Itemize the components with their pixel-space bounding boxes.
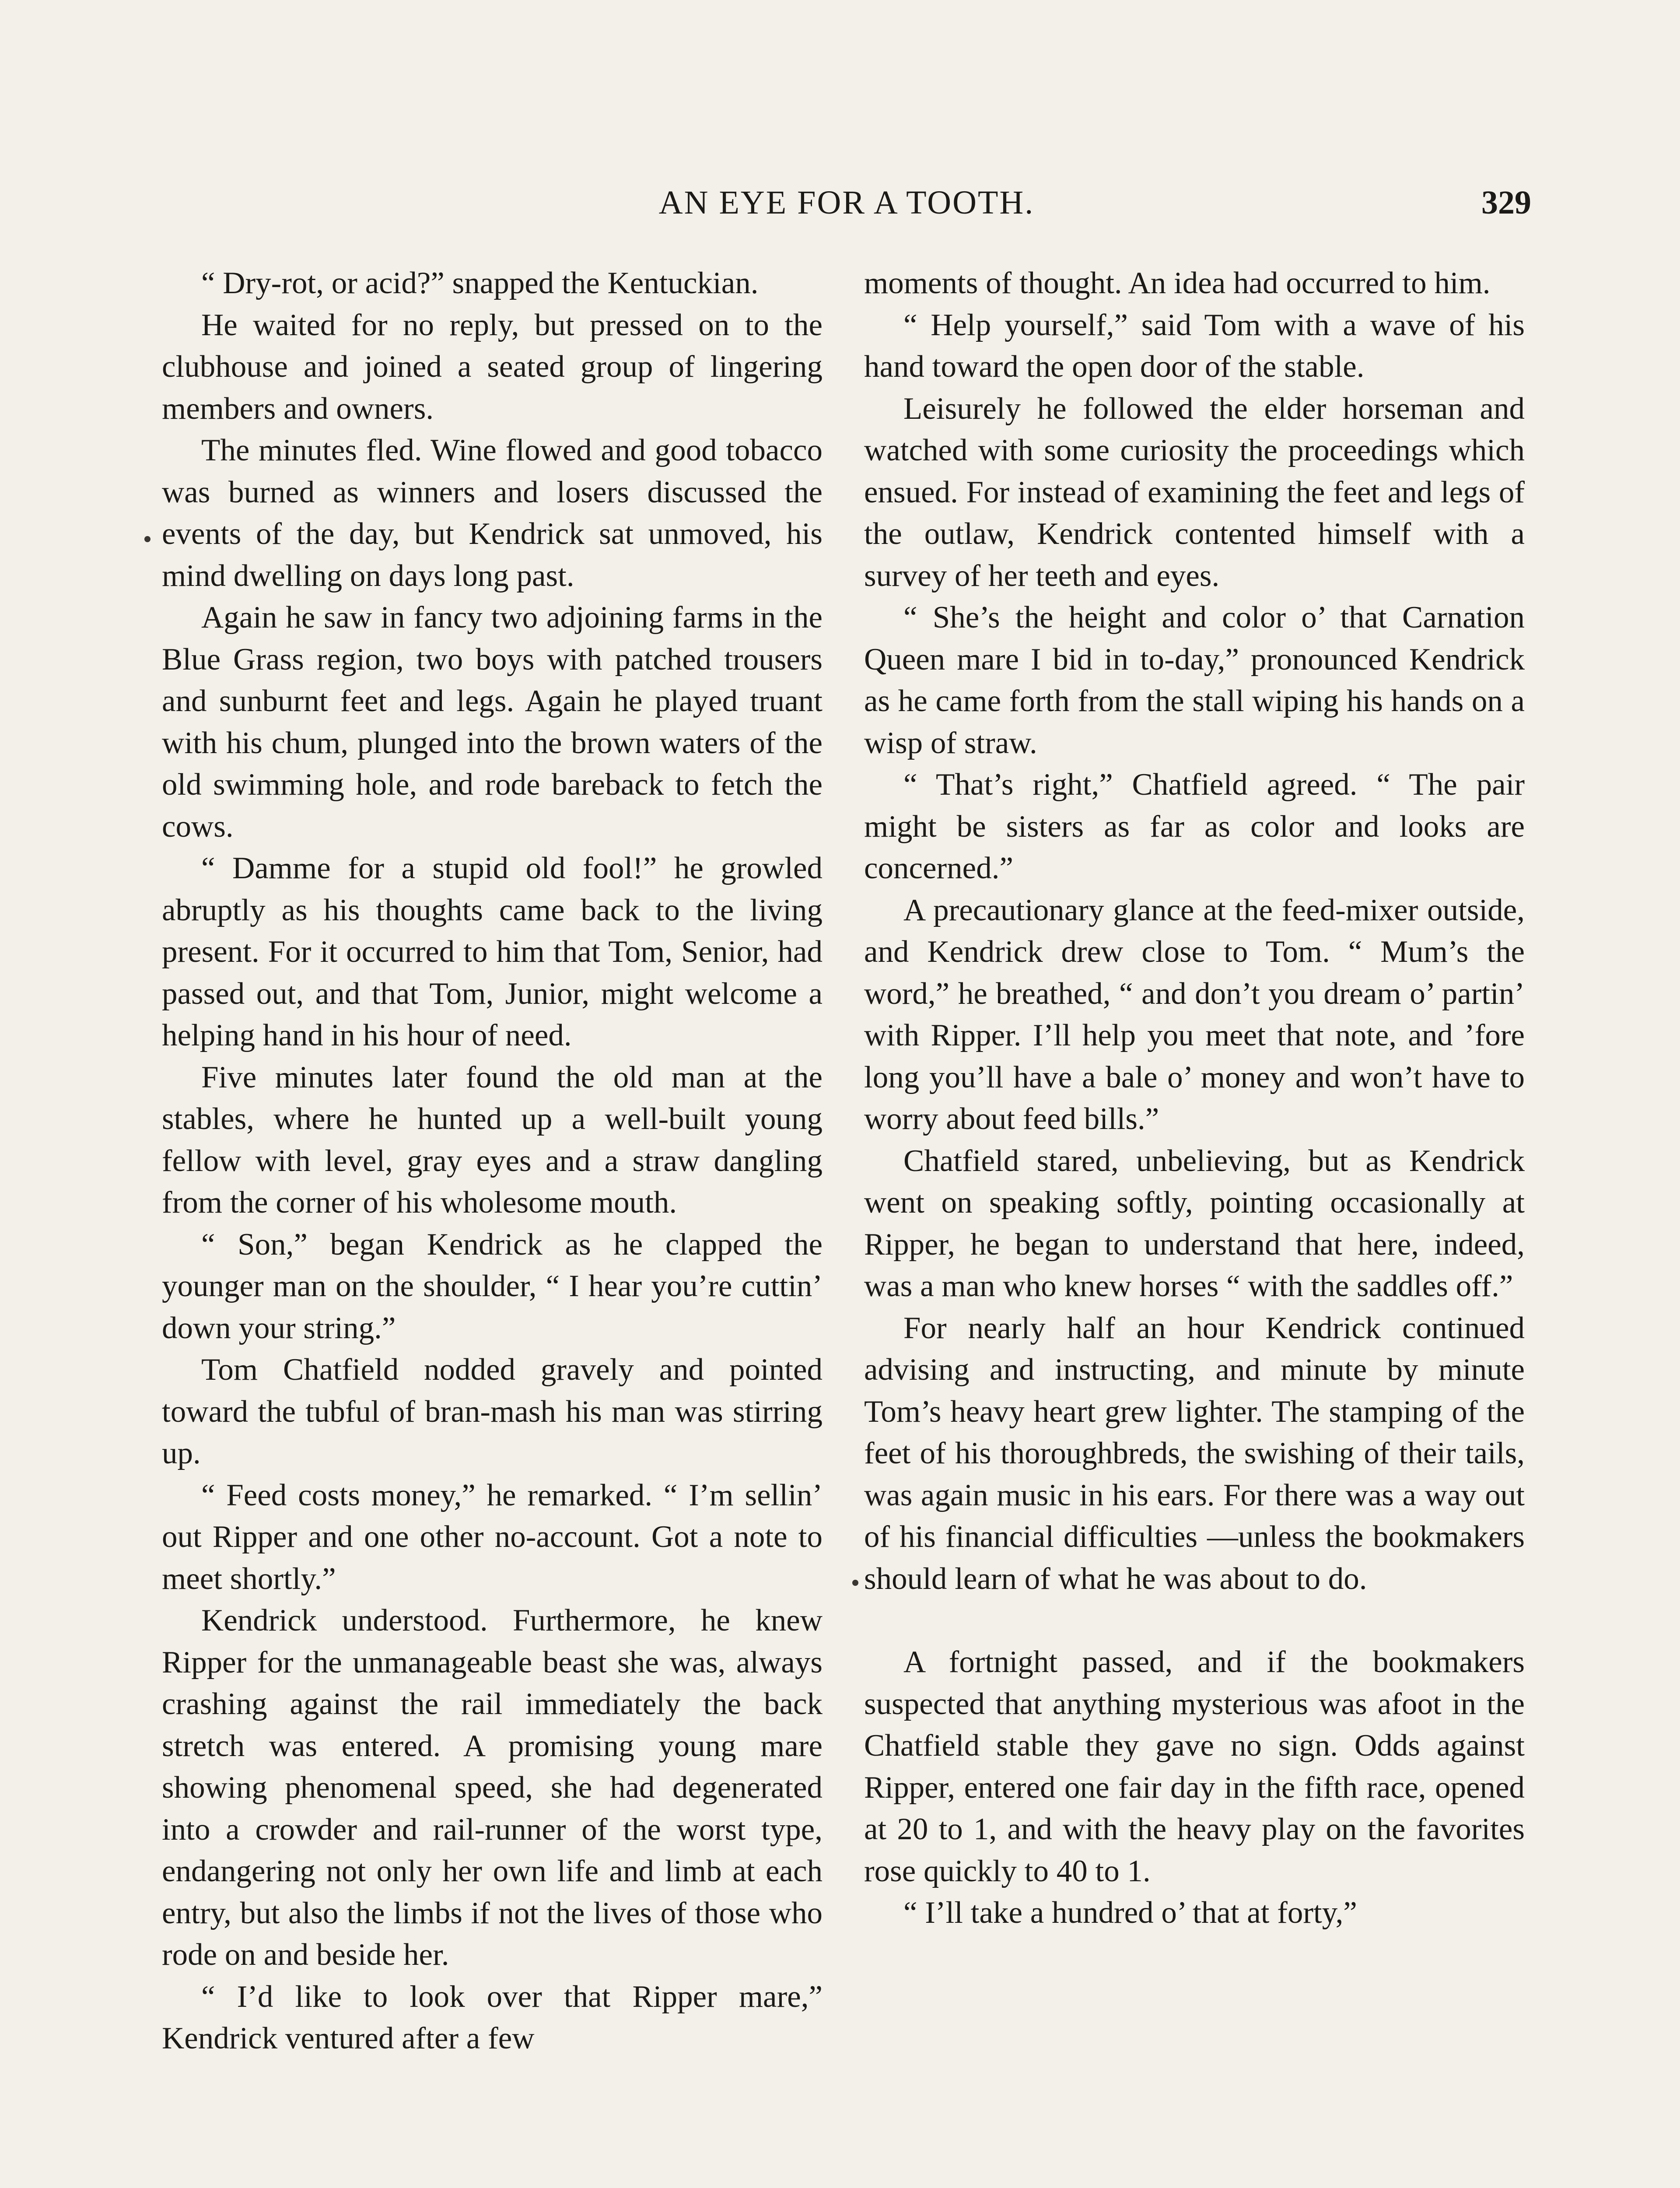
paragraph: “ Feed costs money,” he remarked. “ I’m sellin’ out Ripper and one other no-account. Got a note to meet shortly.” xyxy=(162,1478,822,1596)
paragraph: For nearly half an hour Kendrick continued advising and instructing, and minute by minute Tom’s heavy heart grew lighter. The stamping of the feet of his thoroughbreds, the swishing of their tails, was again music in his ears. For there was a way out of his financial difficulties —unless the bookmakers should learn of what he was about to do. xyxy=(864,1311,1525,1596)
paragraph: “ I’d like to look over that Ripper mare,” Kendrick ventured after a few xyxy=(162,1979,822,2055)
paragraph: “ Son,” began Kendrick as he clapped the younger man on the shoulder, “ I hear you’re cuttin’ down your string.” xyxy=(162,1227,822,1345)
paragraph: A fortnight passed, and if the bookmakers suspected that anything mysterious was afoot in the Chatfield stable they gave no sign. Odds against Ripper, entered one fair day in the fifth race, opened at 20 to 1, and with the heavy play on the favorites rose quickly to 40 to 1. xyxy=(864,1645,1525,1888)
paragraph: Leisurely he followed the elder horseman and watched with some curiosity the proceedings which ensued. For instead of examining the feet and legs of the outlaw, Kendrick contented himself with a survey of her teeth and eyes. xyxy=(864,391,1525,593)
paragraph: “ I’ll take a hundred o’ that at forty,” xyxy=(903,1896,1357,1930)
paragraph: “ She’s the height and color o’ that Carnation Queen mare I bid in to-day,” pronounced Kendrick as he came forth from the stall wiping his hands on a wisp of straw. xyxy=(864,600,1525,760)
paragraph: “ Damme for a stupid old fool!” he growled abruptly as his thoughts came back to the living present. For it occurred to him that Tom, Senior, had passed out, and that Tom, Junior, might welcome a helping hand in his hour of need. xyxy=(162,851,822,1052)
paragraph: “ Dry-rot, or acid?” snapped the Kentuckian. xyxy=(201,266,759,300)
paragraph: Tom Chatfield nodded gravely and pointed toward the tubful of bran-mash his man was stirring up. xyxy=(162,1353,822,1470)
paragraph: “ That’s right,” Chatfield agreed. “ The pair might be sisters as far as color and looks are concerned.” xyxy=(864,768,1525,885)
paragraph: He waited for no reply, but pressed on to the clubhouse and joined a seated group of lingering members and owners. xyxy=(162,308,822,426)
left-column xyxy=(162,263,822,2188)
margin-mark xyxy=(144,536,150,542)
paragraph: “ Help yourself,” said Tom with a wave of his hand toward the open door of the stable. xyxy=(864,308,1525,384)
right-column xyxy=(864,263,1525,2188)
page-header xyxy=(162,184,1531,236)
paragraph: Kendrick understood. Furthermore, he knew Ripper for the unmanageable beast she was, always crashing against the rail immediately the back stretch was entered. A promising young mare showing phenomenal speed, she had degenerated into a crowder and rail-runner of the worst type, endangering not only her own life and limb at each entry, but also the limbs if not the lives of those who rode on and beside her. xyxy=(162,1603,822,1972)
margin-mark xyxy=(852,1580,858,1586)
running-title: AN EYE FOR A TOOTH. xyxy=(658,184,1035,221)
paragraph: Again he saw in fancy two adjoining farms in the Blue Grass region, two boys with patched trousers and sunburnt feet and legs. Again he played truant with his chum, plunged into the brown waters of the old swimming hole, and rode bareback to fetch the cows. xyxy=(162,600,822,844)
section-break xyxy=(864,1600,1525,1641)
paragraph: The minutes fled. Wine flowed and good tobacco was burned as winners and losers discussed the events of the day, but Kendrick sat unmoved, his mind dwelling on days long past. xyxy=(162,433,822,593)
paragraph-continued: moments of thought. An idea had occurred to him. xyxy=(864,266,1491,300)
page-number: 329 xyxy=(1481,184,1531,221)
paragraph: Five minutes later found the old man at the stables, where he hunted up a well-built young fellow with level, gray eyes and a straw dangling from the corner of his wholesome mouth. xyxy=(162,1060,822,1220)
paragraph: A precautionary glance at the feed-mixer outside, and Kendrick drew close to Tom. “ Mum’s the word,” he breathed, “ and don’t you dream o’ partin’ with Ripper. I’ll help you meet that note, and ’fore long you’ll have a bale o’ money and won’t have to worry about feed bills.” xyxy=(864,893,1525,1136)
paragraph: Chatfield stared, unbelieving, but as Kendrick went on speaking softly, pointing occasionally at Ripper, he began to understand that here, indeed, was a man who knew horses “ with the saddles off.” xyxy=(864,1143,1525,1303)
